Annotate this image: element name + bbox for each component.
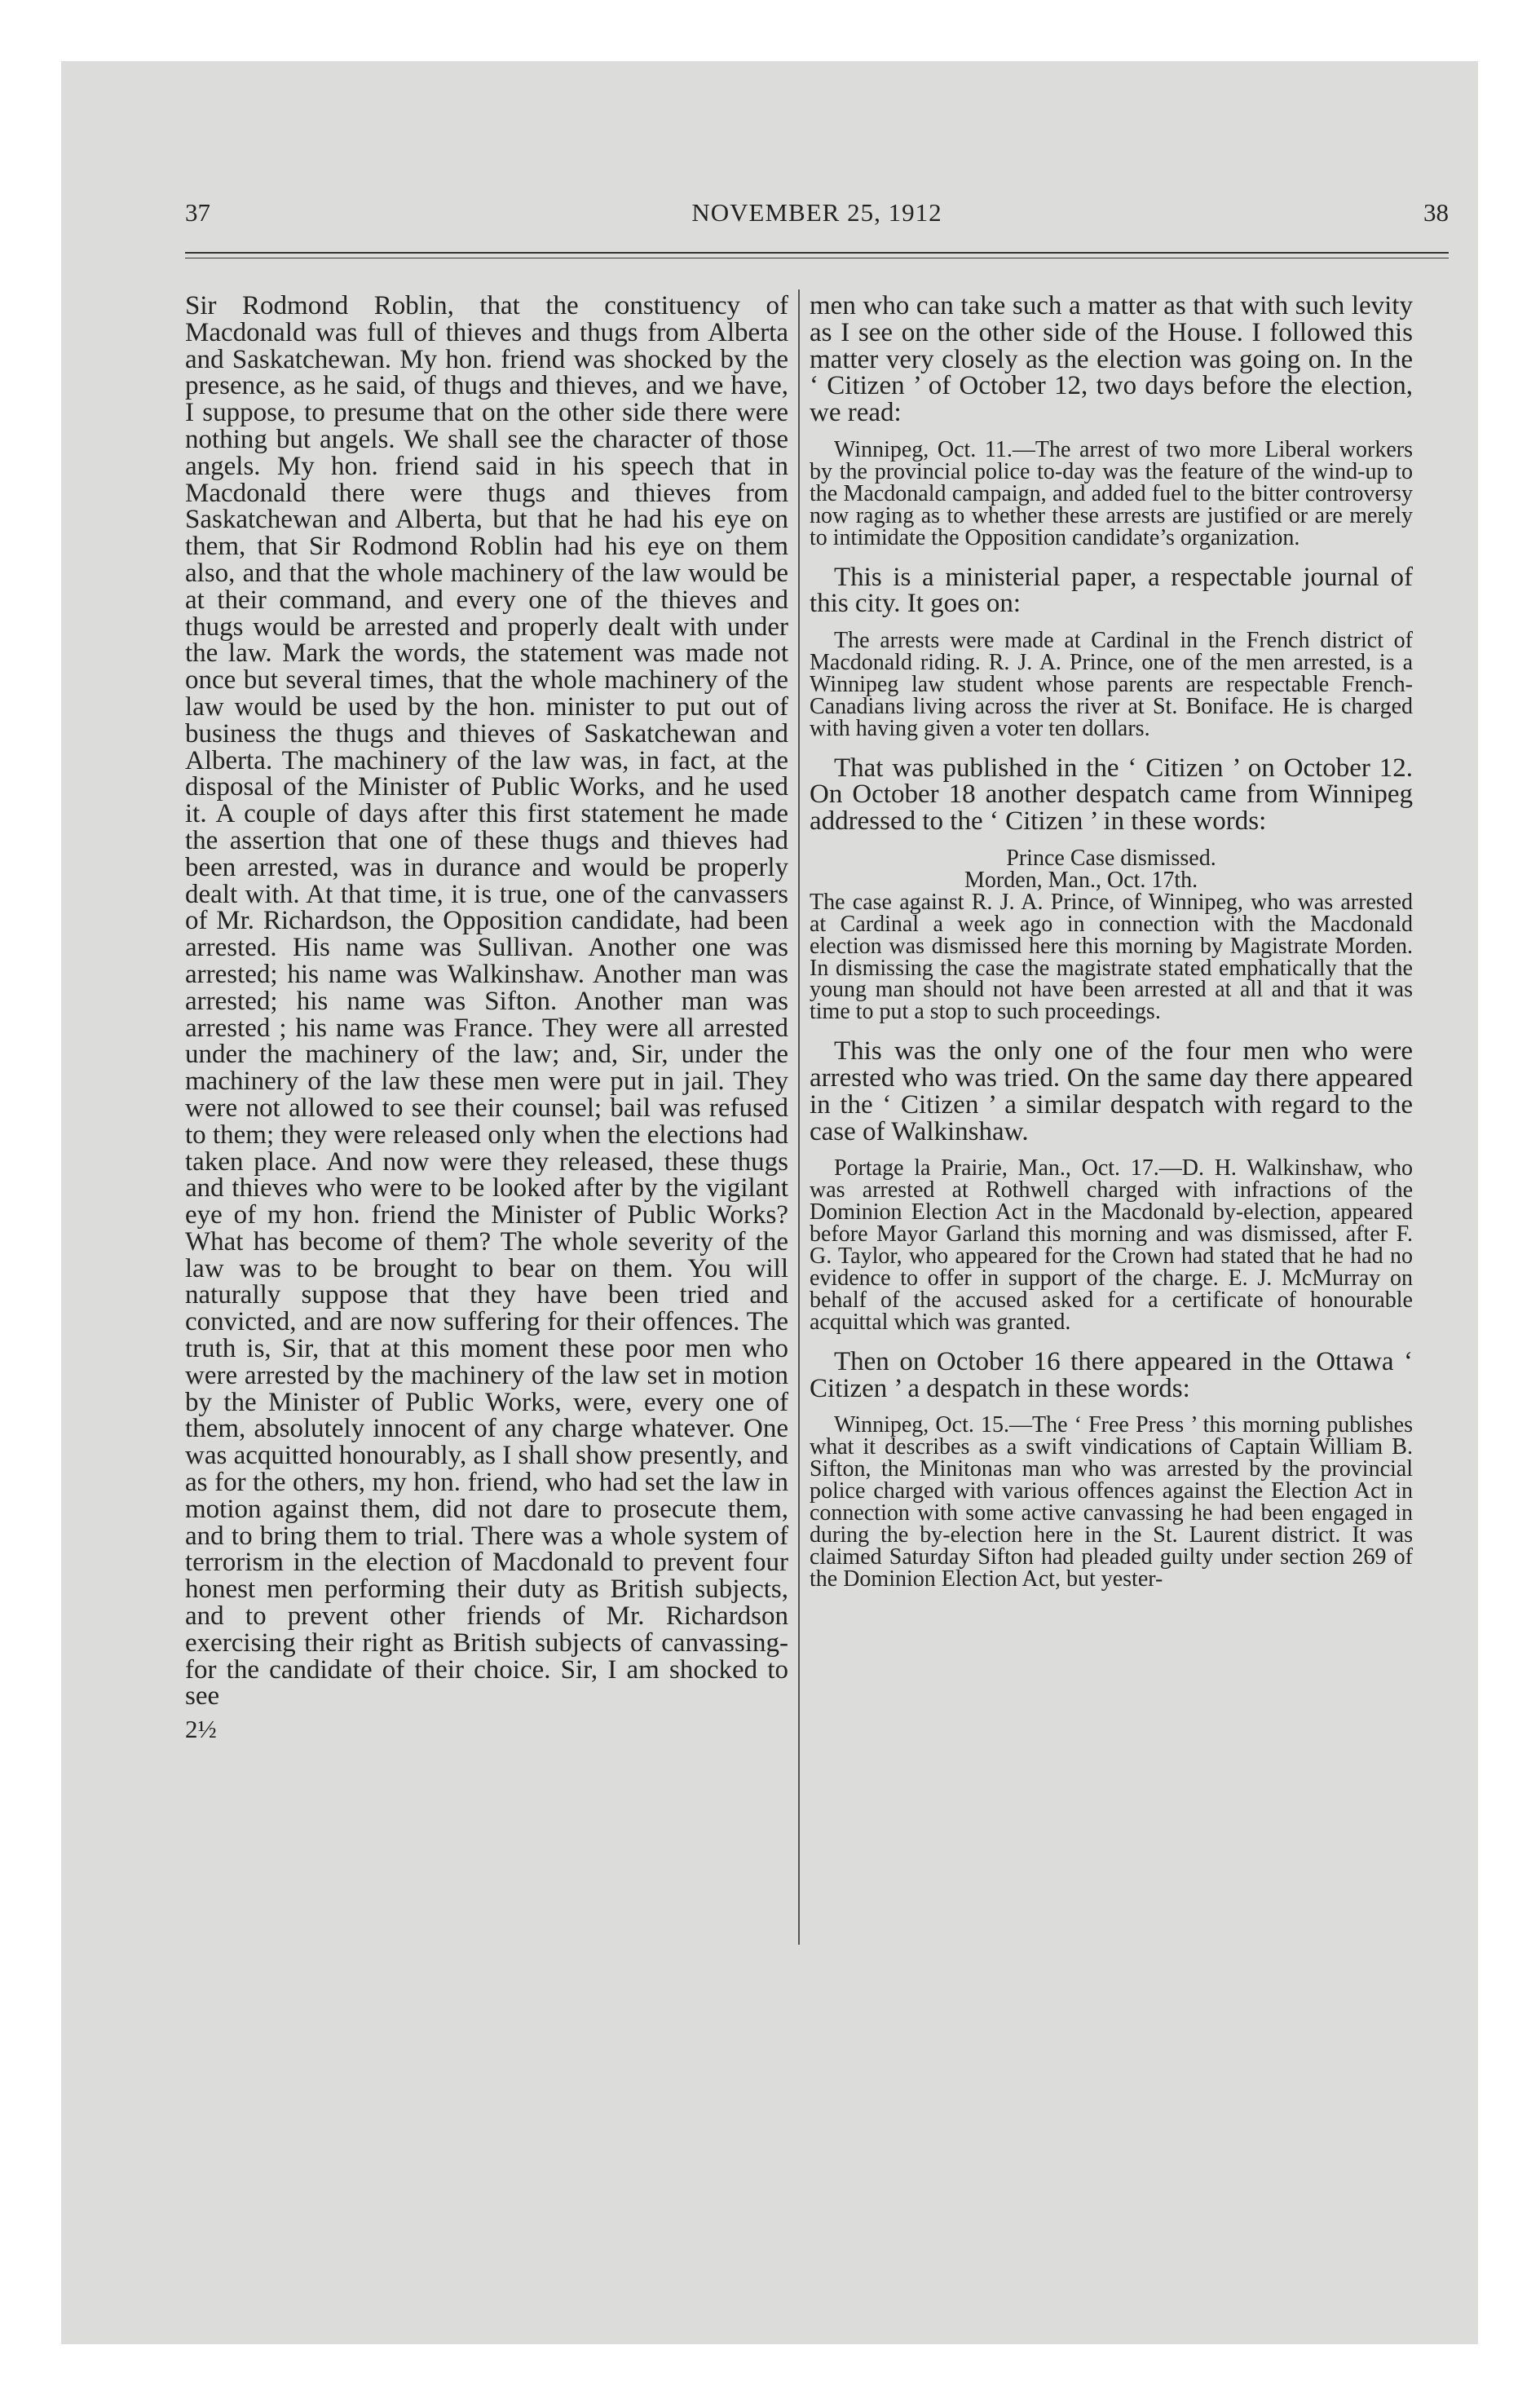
page-number-left: 37 <box>185 198 210 227</box>
left-column <box>185 293 788 1743</box>
quote-dateline: Morden, Man., Oct. 17th. <box>964 867 1198 893</box>
quoted-despatch: Winnipeg, Oct. 15.—The ‘ Free Press ’ this morning publishes what it describes as a swift vindications of Captain William B. Sifton, the Minitonas man who was arrested by the provincial police charged with various offences against the Election Act in connection with some active canvassing he had been engaged in during the by-election here in the St. Laurent district. It was claimed Saturday Sifton had pleaded guilty under section 269 of the Dominion Election Act, but yester- <box>810 1412 1413 1592</box>
paragraph: Sir Rodmond Roblin, that the constituency of Macdonald was full of thieves and thugs from Alberta and Saskatchewan. My hon. friend was shocked by the presence, as he said, of thugs and thieves, and we have, I suppose, to presume that on the other side there were nothing but angels. We shall see the character of those angels. My hon. friend said in his speech that in Macdonald there were thugs and thieves from Saskatchewan and Alberta, but that he had his eye on them, that Sir Rodmond Roblin had his eye on them also, and that the whole machinery of the law would be at their command, and every one of the thieves and thugs would be arrested and properly dealt with under the law. Mark the words, the statement was made not once but several times, that the whole machinery of the law would be used by the hon. minister to put out of business the thugs and thieves of Saskatchewan and Alberta. The machinery of the law was, in fact, at the disposal of the Minister of Public Works, and he used it. A couple of days after this first statement he made the assertion that one of these thugs and thieves had been arrested, was in durance and would be properly dealt with. At that time, it is true, one of the canvassers of Mr. Richardson, the Opposition candidate, had been arrested. His name was Sullivan. Another one was arrested; his name was Walkinshaw. Another man was arrested; his name was Sifton. Another man was arrested ; his name was France. They were all arrested under the machinery of the law; and, Sir, under the machinery of the law these men were put in jail. They were not allowed to see their counsel; bail was refused to them; they were released only when the elections had taken place. And now were they released, these thugs and thieves who were to be looked after by the vigilant eye of my hon. friend the Minister of Public Works? What has become of them? The whole severity of the law was to be brought to bear on them. You will naturally suppose that they have been tried and convicted, and are now suffering for their offences. The truth is, Sir, that at this moment these poor men who were arrested by the machinery of the law set in motion by the Minister of Public Works, were, every one of them, absolutely innocent of any charge whatever. One was acquitted honourably, as I shall show presently, and as for the others, my hon. friend, who had set the law in motion against them, did not dare to prosecute them, and to bring them to trial. There was a whole system of terrorism in the election of Macdonald to prevent four honest men performing their duty as British subjects, and to prevent other friends of Mr. Richardson exercising their right as British subjects of canvassing-for the candidate of their choice. Sir, I am shocked to see <box>185 291 788 1711</box>
paragraph: That was published in the ‘ Citizen ’ on October 12. On October 18 another despatch came from Winnipeg addressed to the ‘ Citizen ’ in these words: <box>810 753 1413 837</box>
page-header <box>185 183 1449 232</box>
paragraph: Then on October 16 there appeared in the Ottawa ‘ Citizen ’ a despatch in these words: <box>810 1346 1413 1403</box>
quote-heading: Prince Case dismissed. <box>1006 846 1216 872</box>
column-divider <box>798 289 800 1945</box>
quote-body: The case against R. J. A. Prince, of Winnipeg, who was arrested at Cardinal a week ago in connection with the Macdonald election was dismissed here this morning by Magistrate Morden. In dismissing the case the magistrate stated emphatically that the young man should not have been arrested at all and that it was time to put a stop to such proceedings. <box>810 889 1413 1025</box>
right-column <box>810 293 1413 1605</box>
quoted-despatch: Portage la Prairie, Man., Oct. 17.—D. H. Walkinshaw, who was arrested at Rothwell charged with infractions of the Dominion Election Act in the Macdonald by-election, appeared before Mayor Garland this morning and was dismissed, after F. G. Taylor, who appeared for the Crown had stated that he had no evidence to offer in support of the charge. E. J. McMurray on behalf of the accused asked for a certificate of honourable acquittal which was granted. <box>810 1155 1413 1335</box>
quoted-despatch: Winnipeg, Oct. 11.—The arrest of two more Liberal workers by the provincial police to-day was the feature of the wind-up to the Macdonald campaign, and added fuel to the bitter controversy now raging as to whether these arrests are justified or are merely to intimidate the Opposition candidate’s organization. <box>810 436 1413 550</box>
paragraph: This is a ministerial paper, a respectable journal of this city. It goes on: <box>810 562 1413 619</box>
quoted-despatch <box>810 848 1413 1023</box>
page-sheet <box>61 61 1478 2344</box>
header-rule <box>185 252 1449 254</box>
quoted-despatch: The arrests were made at Cardinal in the French district of Macdonald riding. R. J. A. Prince, one of the men arrested, is a Winnipeg law student whose parents are respectable French-Canadians living across the river at St. Boniface. He is charged with having given a voter ten dollars. <box>810 628 1413 741</box>
paragraph: This was the only one of the four men who were arrested who was tried. On the same day there appeared in the ‘ Citizen ’ a similar despatch with regard to the case of Walkinshaw. <box>810 1036 1413 1146</box>
page-title: NOVEMBER 25, 1912 <box>691 198 942 227</box>
signature-mark: 2½ <box>185 1715 217 1744</box>
page-number-right: 38 <box>1423 198 1449 227</box>
document-page <box>185 183 1449 2385</box>
paragraph: men who can take such a matter as that with such levity as I see on the other side of the House. I followed this matter very closely as the election was going on. In the ‘ Citizen ’ of October 12, two days before the election, we read: <box>810 291 1413 428</box>
